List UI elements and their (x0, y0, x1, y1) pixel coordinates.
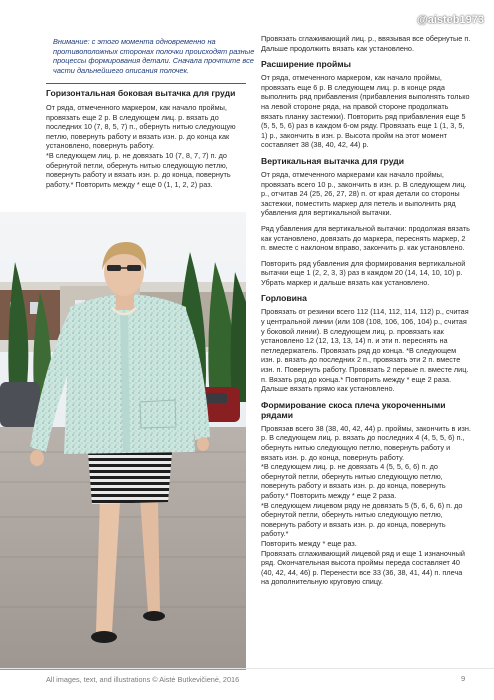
paragraph: Провязав всего 38 (38, 40, 42, 44) р. проймы, закончить в изн. р. В следующем лиц. р. вязать до последних 4 (4, 5, 5, 6) п., обернуть нитью следующую петлю, повернуть работу и вязать изн. р. до конца, повернуть работу. (261, 423, 471, 462)
paragraph: *В следующем лицевом ряду не довязать 5 (5, 6, 6, 6) п. до обернутой петли, обернуть нитью следующую петлю, повернуть работу и вязать изн. р. до конца, повернуть работу.* (261, 500, 463, 539)
left-column (46, 88, 246, 189)
heading-armhole: Расширение проймы (261, 59, 351, 70)
paragraph: От ряда, отмеченного маркером, как начало проймы, провязать еще 6 р. В следующем лиц. р. в конце ряда выполнить ряд прибавления (прибавления выполнять только на левой стороне ряда, на правой стороне продолжать вязать планку застежки). Повторить ряд прибавления еще 5 (5, 5, 5, 6) раз в каждом 6-ом ряду. Провязать еще 1 (1, 3, 5, 1) р., закончить в изн. р. Высота пройм на этот момент составляет 38 (38, 40, 42, 44) р. (261, 73, 470, 150)
heading-vertical-dart: Вертикальная вытачка для груди (261, 155, 404, 166)
model-photo (0, 212, 246, 670)
paragraph: Повторить ряд убавления для формирования вертикальной вытачки еще 1 (2, 2, 3, 3) раз в каждом 20 (14, 14, 10, 10) р. Убрать маркер и дальше вязать как установлено. (261, 258, 466, 287)
footer-divider (0, 668, 494, 669)
paragraph: От ряда, отмеченного маркерами как начало проймы, провязать всего 10 р., закончить в изн. р. В следующем лиц. р., отчитав 24 (25, 26, 27, 28) п. от края детали со стороны застежки, поместить маркер для петель и выполнить ряд убавления для вертикальной вытачки. (261, 169, 467, 218)
paragraph: От ряда, отмеченного маркером, как начало проймы, провязать еще 2 р. В следующем лиц. р. вязать до последних 10 (7, 8, 5, 7) п., обернуть нитью следующую петлю, повернуть работу и вязать изн. р. до конца как установлено, повернуть работу. (46, 103, 236, 151)
paragraph: Повторить между * еще раз. (261, 538, 357, 548)
heading-shoulder-shaping: Формирование скоса плеча укороченными рядами (261, 399, 446, 420)
watermark: @aisteb1973 (417, 14, 484, 26)
paragraph: *В следующем лиц. р. не довязать 10 (7, 8, 7, 7) п. до обернутой петли, обернуть нитью следующую петлю, повернуть работу и вязать изн. р. до конца, повернуть работу.* Повторить между * еще 0 (1, 1, 2, 2) раз. (46, 150, 231, 189)
paragraph: Ряд убавления для вертикальной вытачки: продолжая вязать как установлено, довязать до маркера, переснять маркер, 2 п. вместе с наклоном вправо, закончить р. как установлено. (261, 223, 470, 253)
paragraph: *В следующем лиц. р. не довязать 4 (5, 5, 6, 6) п. до обернутой петли, обернуть нитью следующую петлю, повернуть работу и вязать изн. р. до конца, повернуть работу.* Повторить между * еще 2 раза. (261, 462, 446, 500)
heading-horizontal-dart: Горизонтальная боковая вытачка для груди (46, 88, 236, 98)
heading-neckline: Горловина (261, 293, 307, 304)
right-column (261, 34, 471, 587)
copyright-footer: All images, text, and illustrations © Aistė Butkevičienė, 2016 (46, 675, 240, 684)
note-divider (46, 83, 246, 84)
paragraph: Провязать сглаживающий лицевой ряд и еще 1 изнаночный ряд. Окончательная высота проймы переда составляет 40 (40, 42, 44, 46) р. Перенести все 33 (36, 38, 41, 44) п. плеча на дополнительную круговую спицу. (261, 548, 465, 587)
warning-note: Внимание: с этого момента одновременно на противоположных сторонах полочки происходят разные процессы формирования детали. Сначала прочтите все части дальнейшего описания полочек. (53, 37, 255, 75)
page-number: 9 (461, 674, 466, 683)
paragraph: Провязать сглаживающий лиц. р., ввязывая все обернутые п. Дальше продолжить вязать как установлено. (261, 34, 471, 53)
paragraph: Провязать от резинки всего 112 (114, 112, 114, 112) р., считая у центральной линии (или 108 (108, 106, 106, 104) р., считая у боковой линии). В следующем лиц. р. провязать как установлено 12 (12, 13, 13, 14) п. и эти п. переснять на петледержатель. Провязать ряд до конца. *В следующем изн. р. вязать до последних 2 п., провязать эти 2 п. вместе изн. п. Повернуть работу. Провязать 2 первые п. вместе лиц. п. Вязать ряд до конца.* Повторить между * еще 2 раза. Дальше вязать прямо как установлено. (261, 307, 469, 394)
